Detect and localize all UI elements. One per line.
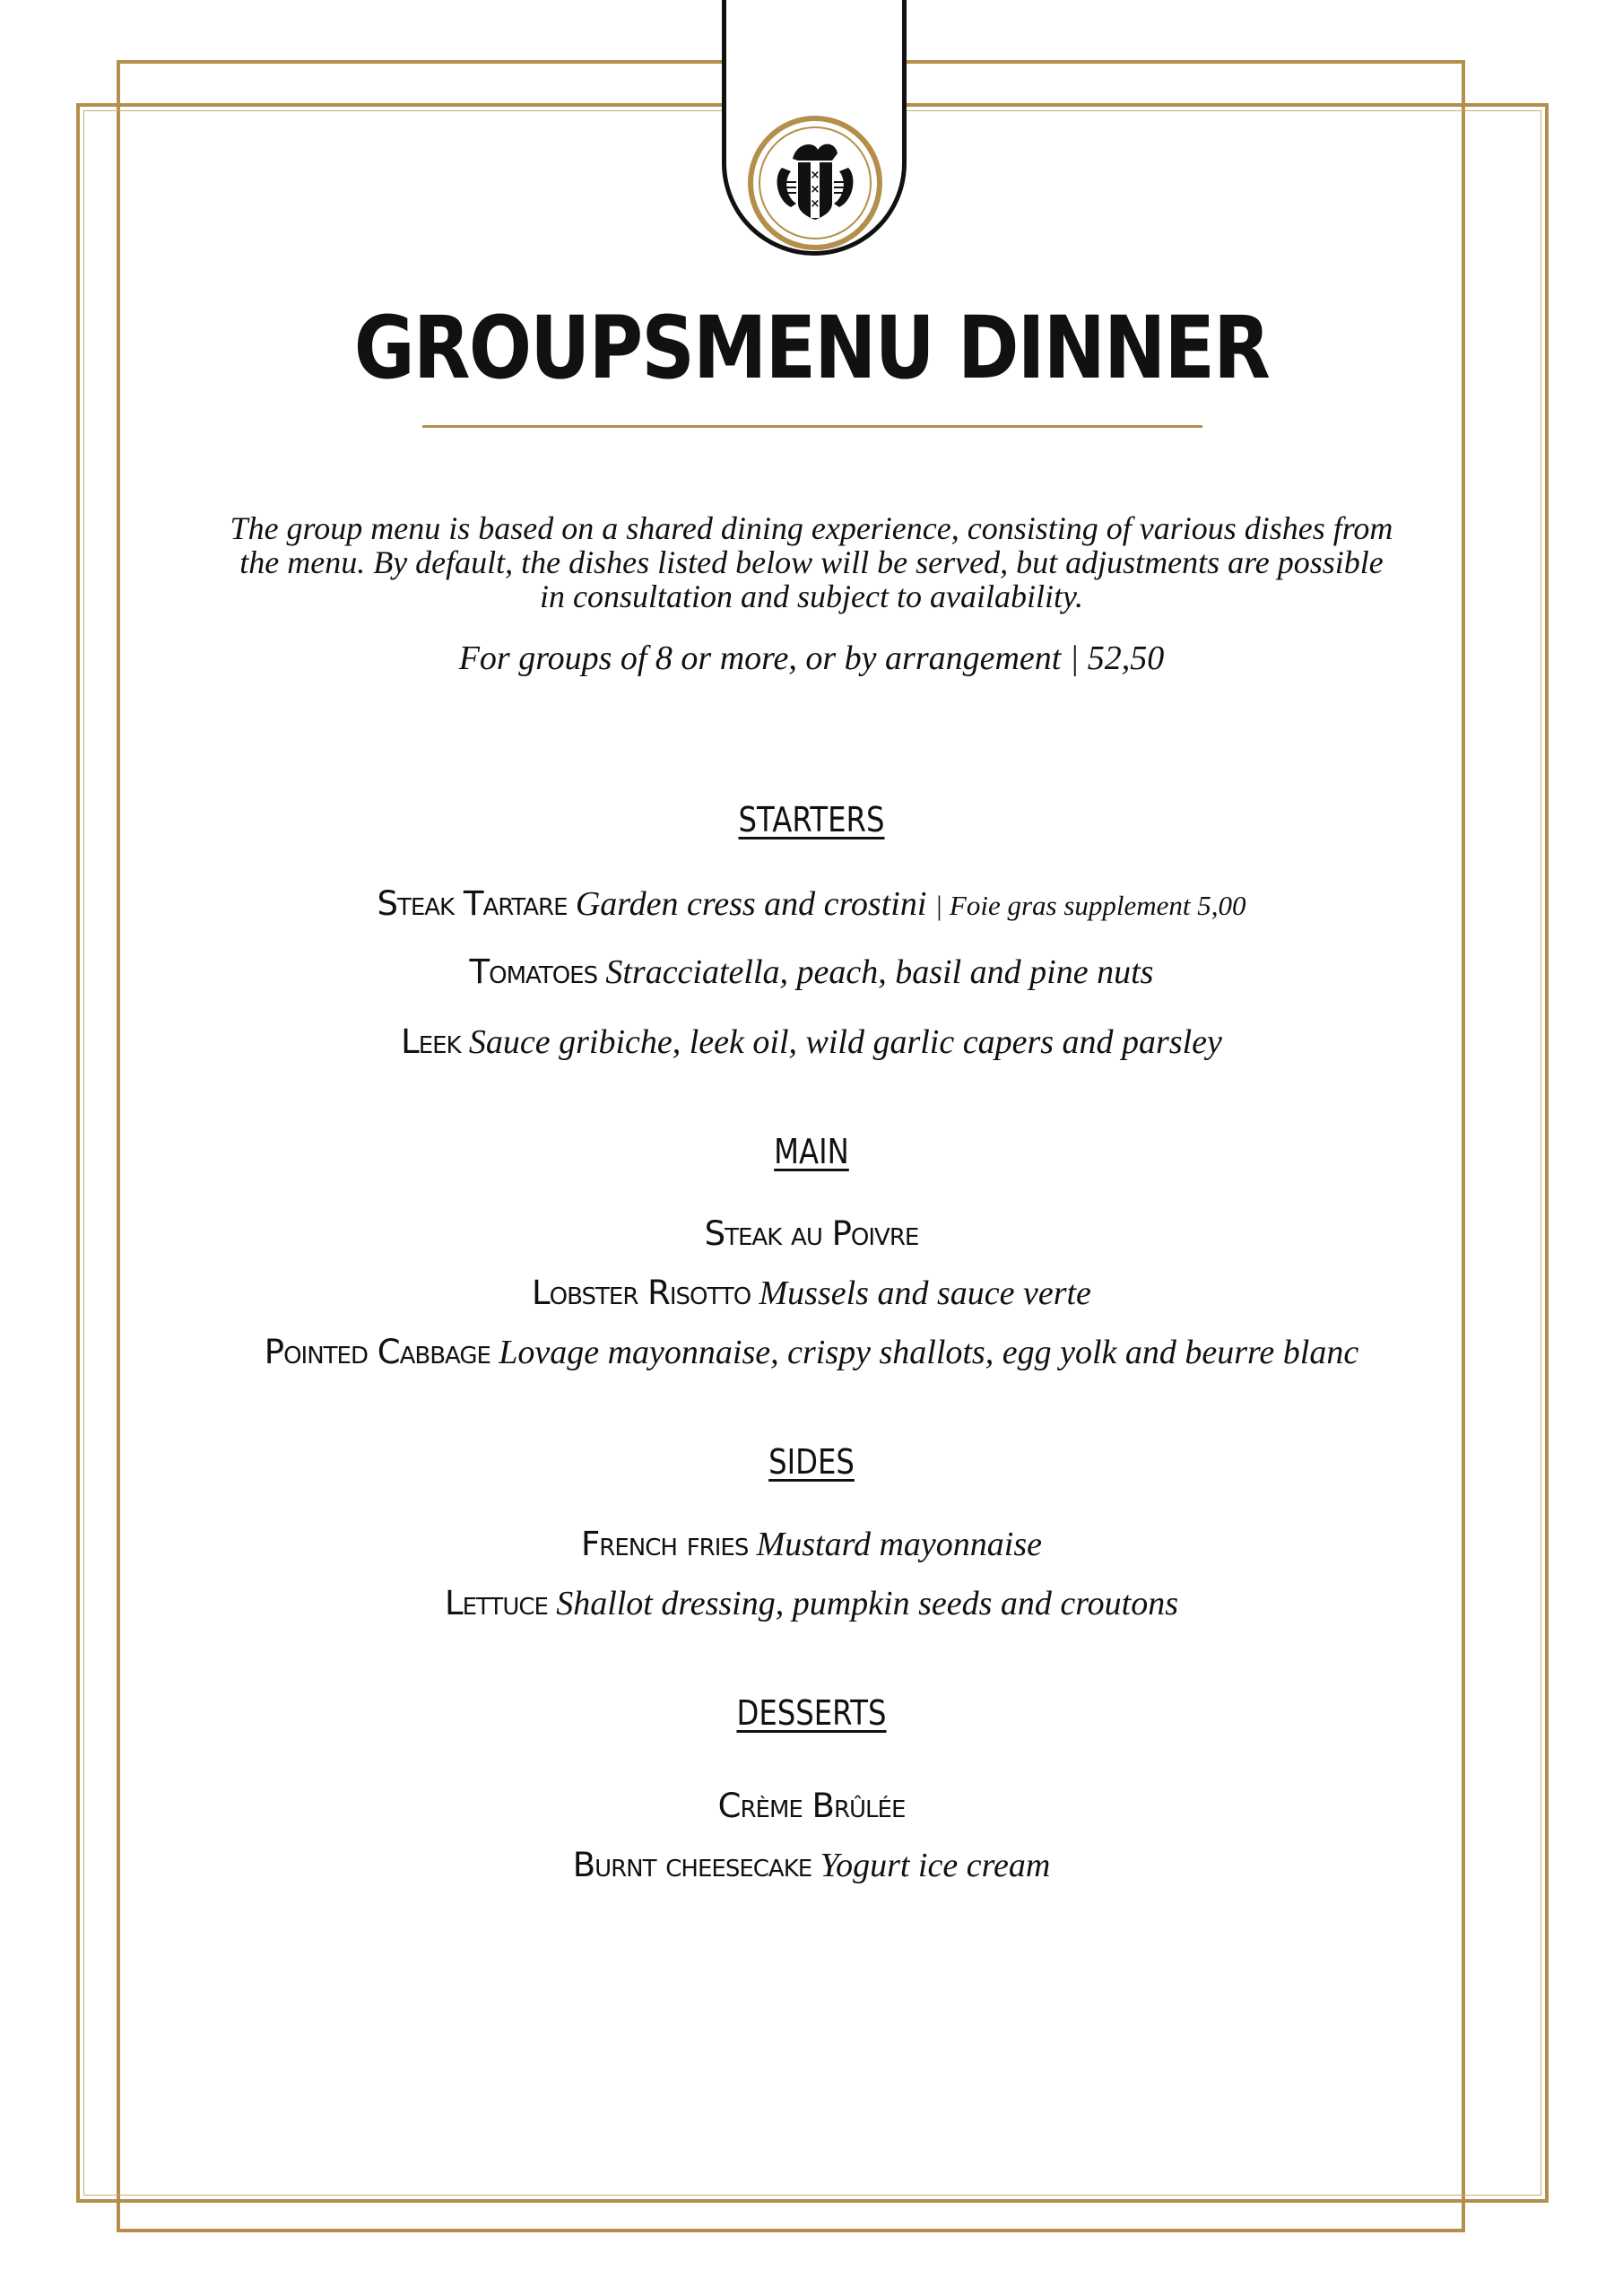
dish-description: Stracciatella, peach, basil and pine nuts [605, 953, 1154, 991]
section-title-desserts: DESSERTS [736, 1693, 887, 1733]
menu-item [0, 1584, 1623, 1623]
dish-name: Tomatoes [469, 952, 598, 991]
menu-item [0, 1274, 1623, 1313]
dish-name: Burnt cheesecake [572, 1846, 812, 1884]
dish-description: Shallot dressing, pumpkin seeds and croutons [556, 1585, 1179, 1622]
menu-item [0, 1787, 1623, 1826]
dish-description: Sauce gribiche, leek oil, wild garlic capers and parsley [468, 1023, 1222, 1061]
menu-item [0, 952, 1623, 992]
dish-name: French fries [581, 1525, 749, 1563]
menu-item [0, 1333, 1623, 1372]
dish-name: Crème Brûlée [717, 1787, 906, 1825]
page-title: GROUPSMENU DINNER [353, 298, 1270, 398]
svg-text:×: × [810, 197, 820, 211]
menu-item [0, 1022, 1623, 1062]
intro-text: The group menu is based on a shared dining experience, consisting of various dishes from the menu. By default, the dishes listed below will be served, but adjustments are possible in consultation and subject to availability. [230, 510, 1393, 614]
menu-item [0, 1525, 1623, 1564]
title-divider [422, 425, 1202, 428]
section-title-sides: SIDES [768, 1442, 855, 1482]
section-title-starters: STARTERS [738, 800, 885, 839]
svg-text:×: × [810, 169, 820, 182]
dish-name: Lettuce [444, 1584, 548, 1622]
menu-item [0, 884, 1623, 924]
section-title-main: MAIN [774, 1132, 849, 1171]
dish-supplement: | Foie gras supplement 5,00 [934, 890, 1246, 921]
menu-item [0, 1214, 1623, 1254]
dish-name: Leek [401, 1022, 461, 1061]
dish-description: Garden cress and crostini [575, 885, 927, 923]
amsterdam-crest-icon [746, 114, 884, 252]
dish-name: Steak au Poivre [704, 1214, 919, 1253]
dish-name: Steak Tartare [377, 884, 568, 923]
dish-name: Lobster Risotto [532, 1274, 751, 1312]
svg-text:×: × [810, 183, 820, 196]
dish-description: Yogurt ice cream [820, 1847, 1051, 1884]
dish-description: Mussels and sauce verte [759, 1274, 1091, 1312]
dish-name: Pointed Cabbage [264, 1333, 490, 1371]
dish-description: Mustard mayonnaise [756, 1526, 1042, 1563]
menu-item [0, 1846, 1623, 1885]
group-price-line: For groups of 8 or more, or by arrangement | 52,50 [458, 639, 1165, 677]
dish-description: Lovage mayonnaise, crispy shallots, egg yolk and beurre blanc [499, 1334, 1359, 1371]
